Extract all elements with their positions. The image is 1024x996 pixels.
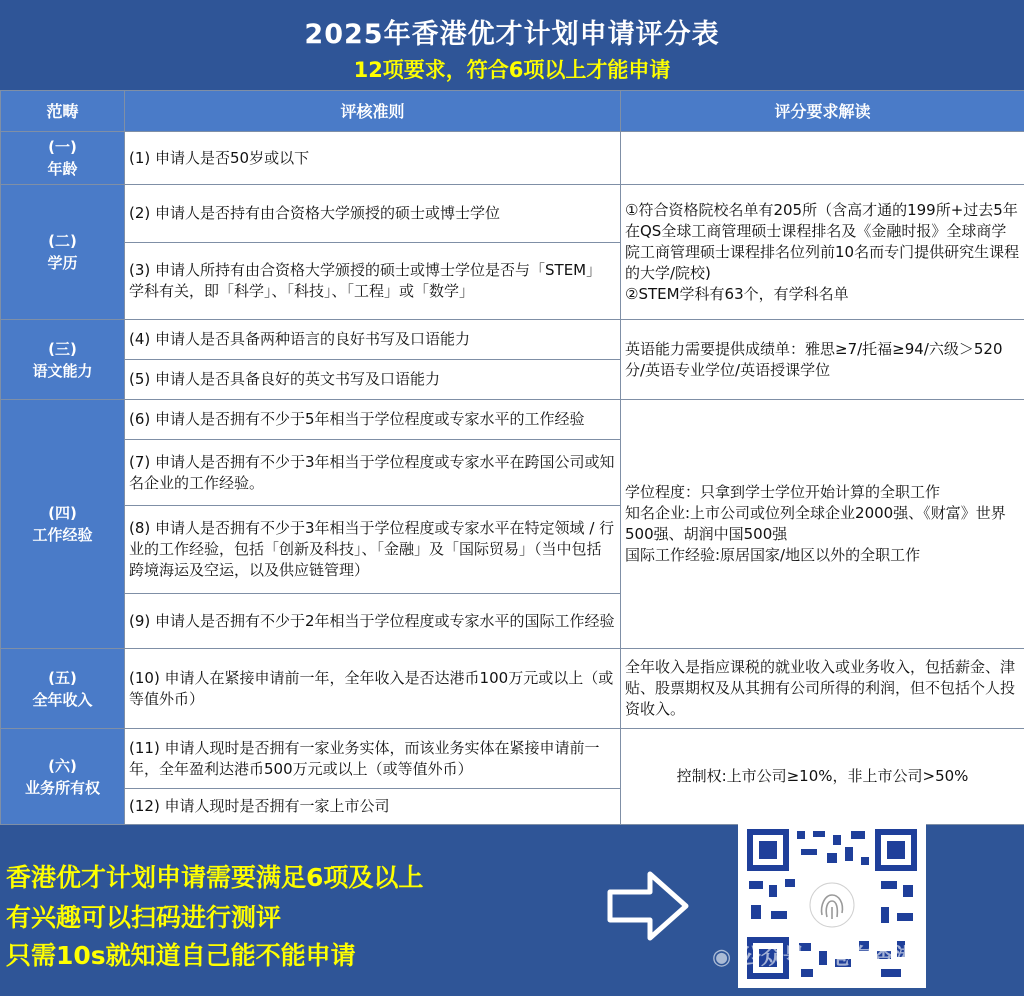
note-cell [621,132,1024,185]
note-text: 知名企业:上市公司或位列全球企业2000强、《财富》世界500强、胡润中国500强 [625,504,1006,543]
table-row [1,185,1024,243]
category-cell [1,729,125,825]
category-cell [1,320,125,400]
note-text: ②STEM学科有63个，有学科名单 [625,284,849,303]
category-cell [1,649,125,729]
wechat-icon: ◉ [712,945,732,970]
category-number: (三) [48,339,77,358]
table-header-row [1,91,1024,132]
criterion-cell: (5) 申请人是否具备良好的英文书写及口语能力 [125,360,621,400]
category-name: 语文能力 [32,361,93,380]
footer-line: 香港优才计划申请需要满足6项及以上 [6,863,424,892]
note-text: ①符合资格院校名单有205所（含高才通的199所+过去5年在QS全球工商管理硕士课程排名及《金融时报》全球商学院工商管理硕士课程排名位列前10名而专门提供研究生课程的大学/院校) [625,200,1020,282]
category-number: (四) [48,504,77,522]
category-cell [1,132,125,185]
criterion-cell: (11) 申请人现时是否拥有一家业务实体，而该业务实体在紧接申请前一年，全年盈利达港币500万元或以上（或等值外币） [125,729,621,789]
note-text: 学位程度：只拿到学士学位开始计算的全职工作 [625,483,941,501]
footer-line: 只需10s就知道自己能不能申请 [6,941,356,970]
category-number: (一) [48,138,77,156]
category-name: 业务所有权 [24,778,100,797]
criterion-cell: (3) 申请人所持有由合资格大学颁授的硕士或博士学位是否与「STEM」学科有关，即「科学」、「科技」、「工程」或「数学」 [125,243,621,320]
criterion-cell: (1) 申请人是否50岁或以下 [125,132,621,185]
category-name: 全年收入 [32,690,93,709]
column-header: 评核准则 [125,91,621,132]
page-subtitle: 12项要求，符合6项以上才能申请 [353,58,671,82]
category-name: 工作经验 [32,526,93,544]
note-text: 国际工作经验:原居国家/地区以外的全职工作 [625,546,921,564]
criterion-cell: (10) 申请人在紧接申请前一年，全年收入是否达港币100万元或以上（或等值外币） [125,649,621,729]
note-cell: 全年收入是指应课税的就业收入或业务收入，包括薪金、津贴、股票期权及从其拥有公司所得的利润，但不包括个人投资收入。 [621,649,1024,729]
category-cell [1,400,125,649]
criterion-cell: (6) 申请人是否拥有不少于5年相当于学位程度或专家水平的工作经验 [125,400,621,440]
table-row [1,320,1024,360]
criterion-cell: (7) 申请人是否拥有不少于3年相当于学位程度或专家水平在跨国公司或知名企业的工作经验。 [125,440,621,506]
arrow-right-icon [606,868,692,944]
watermark-text: 公众号 · 港向香港 [738,945,917,970]
footer-line: 有兴趣可以扫码进行测评 [6,903,282,932]
category-number: (五) [48,668,77,687]
note-cell [621,185,1024,320]
note-cell: 英语能力需要提供成绩单：雅思≥7/托福≥94/六级＞520分/英语专业学位/英语授课学位 [621,320,1024,400]
table-row [1,400,1024,440]
watermark [712,940,917,971]
category-name: 学历 [47,254,78,272]
column-header: 评分要求解读 [621,91,1024,132]
table-row [1,132,1024,185]
category-number: (二) [48,232,77,250]
criterion-cell: (9) 申请人是否拥有不少于2年相当于学位程度或专家水平的国际工作经验 [125,594,621,649]
page-title: 2025年香港优才计划申请评分表 [304,19,720,50]
category-cell [1,185,125,320]
scoring-table [0,90,1024,825]
table-row [1,649,1024,729]
table-row [1,729,1024,789]
criterion-cell: (8) 申请人是否拥有不少于3年相当于学位程度或专家水平在特定领域 / 行业的工作经验，包括「创新及科技」、「金融」及「国际贸易」（当中包括跨境海运及空运，以及供应链管理） [125,506,621,594]
criterion-cell: (12) 申请人现时是否拥有一家上市公司 [125,789,621,825]
criterion-cell: (2) 申请人是否持有由合资格大学颁授的硕士或博士学位 [125,185,621,243]
criterion-cell: (4) 申请人是否具备两种语言的良好书写及口语能力 [125,320,621,360]
note-cell [621,400,1024,649]
column-header: 范畴 [1,91,125,132]
header [0,0,1024,90]
note-cell: 控制权:上市公司≥10%，非上市公司>50% [621,729,1024,825]
category-name: 年龄 [47,160,78,178]
category-number: (六) [48,756,77,775]
